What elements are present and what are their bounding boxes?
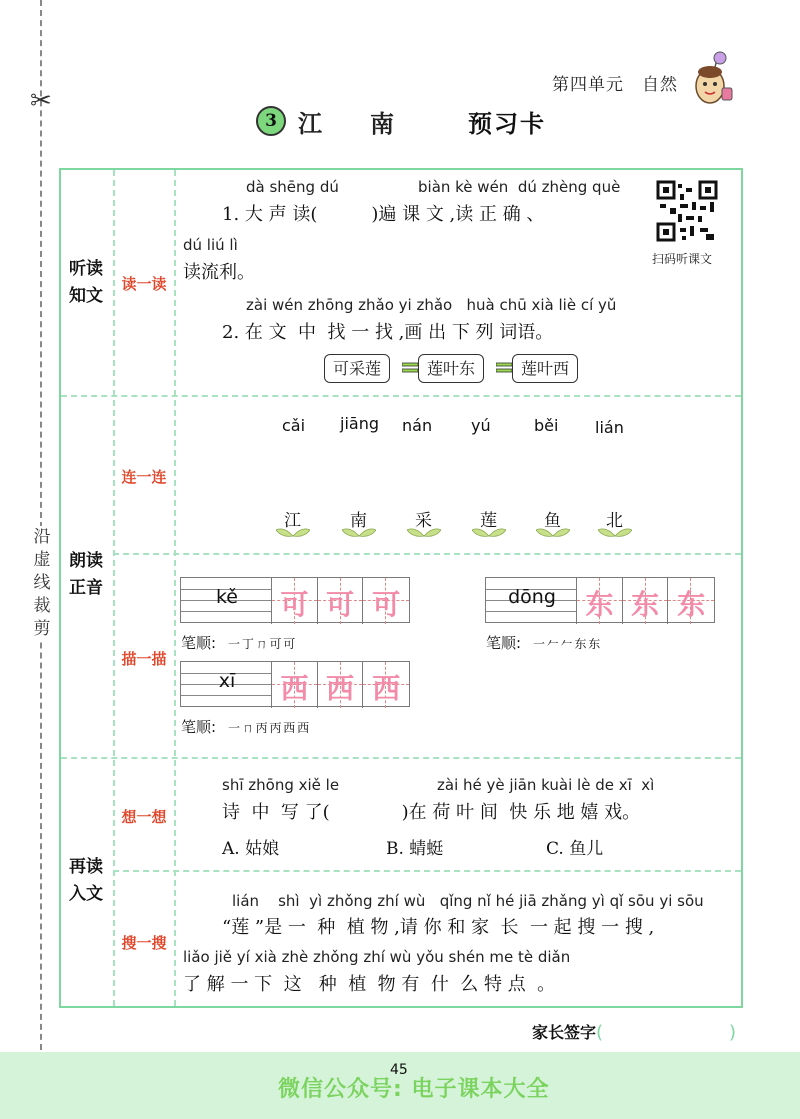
pinyin-line: zài hé yè jiān kuài lè de xī xì <box>437 776 655 794</box>
writing-grid <box>180 661 410 707</box>
match-pinyin[interactable]: nán <box>402 416 433 435</box>
trace-char: 可 <box>280 588 309 621</box>
column-divider <box>174 170 176 1006</box>
activity-label: 描一描 <box>121 650 167 668</box>
section-label: 听读 知文 <box>69 259 103 306</box>
link-icon <box>496 361 512 375</box>
pinyin-line: dà shēng dú <box>246 178 339 196</box>
trace-char: 东 <box>677 588 706 621</box>
activity-label: 读一读 <box>121 275 167 293</box>
pinyin-line: liǎo jiě yí xià zhè zhǒng zhí wù yǒu shén me tè diǎn <box>183 948 571 966</box>
parent-signature[interactable]: 家长签字( ) <box>532 1022 737 1043</box>
qr-code-icon <box>656 180 718 242</box>
trace-pinyin: kě <box>215 586 238 608</box>
pinyin-box <box>181 662 272 708</box>
trace-cell[interactable] <box>577 578 623 624</box>
leaf-icon <box>472 526 506 538</box>
pinyin-line: shī zhōng xiě le <box>222 776 340 794</box>
card-label: 预习卡 <box>468 110 546 138</box>
trace-char: 可 <box>372 588 401 621</box>
column-divider <box>113 170 115 1006</box>
pinyin-line: biàn kè wén dú zhèng què <box>418 178 621 196</box>
row-divider <box>61 757 741 759</box>
qr-label: 扫码听课文 <box>652 252 713 266</box>
section-label: 朗读 正音 <box>69 551 103 598</box>
leaf-icon <box>342 526 376 538</box>
stroke-order: 一 丁 ㄇ 可 可 <box>228 637 295 651</box>
activity-label: 想一想 <box>121 808 167 826</box>
text-line: 了 解 一 下 这 种 植 物 有 什 么 特 点 。 <box>183 974 556 995</box>
cut-instruction: 沿虚线裁剪 <box>30 526 54 641</box>
trace-char: 西 <box>372 672 401 705</box>
text-line: 2. 在 文 中 找 一 找 ,画 出 下 列 词语。 <box>222 322 554 343</box>
match-char[interactable]: 北 <box>606 511 623 531</box>
match-char[interactable]: 采 <box>415 511 432 531</box>
trace-cell[interactable] <box>363 578 409 624</box>
trace-pinyin: dōng <box>508 586 556 608</box>
stroke-label: 笔顺: <box>181 718 217 736</box>
trace-cell[interactable] <box>272 662 318 708</box>
trace-cell[interactable] <box>318 662 364 708</box>
match-pinyin[interactable]: cǎi <box>282 416 306 435</box>
match-char[interactable]: 鱼 <box>544 511 561 531</box>
match-char[interactable]: 莲 <box>480 511 497 531</box>
trace-char: 西 <box>280 672 309 705</box>
link-icon <box>402 361 418 375</box>
text-line: “莲 ”是 一 种 植 物 ,请 你 和 家 长 一 起 搜 一 搜 , <box>222 917 655 938</box>
text-line: 读流利。 <box>183 262 255 283</box>
trace-char: 可 <box>326 588 355 621</box>
writing-grid <box>485 577 715 623</box>
leaf-icon <box>598 526 632 538</box>
mascot-icon <box>688 50 736 108</box>
row-divider <box>61 395 741 397</box>
leaf-icon <box>276 526 310 538</box>
trace-pinyin: xī <box>218 670 236 692</box>
stroke-order: 一 ㄇ 丙 丙 西 西 <box>228 721 309 735</box>
unit-title: 第四单元 自然 <box>552 75 678 95</box>
trace-cell[interactable] <box>272 578 318 624</box>
option-c[interactable]: C. 鱼儿 <box>546 839 604 859</box>
word-box: 莲叶东 <box>418 354 484 383</box>
lesson-number: 3 <box>256 106 286 136</box>
scissors-icon: ✂ <box>30 86 52 116</box>
trace-cell[interactable] <box>668 578 714 624</box>
pinyin-line: dú liú lì <box>183 236 238 254</box>
section-label: 再读 入文 <box>69 857 103 904</box>
pinyin-box <box>486 578 577 624</box>
leaf-icon <box>536 526 570 538</box>
trace-cell[interactable] <box>623 578 669 624</box>
page-number: 45 <box>390 1062 408 1078</box>
trace-cell[interactable] <box>318 578 364 624</box>
wechat-banner: 微信公众号: 电子课本大全 <box>278 1077 550 1102</box>
row-divider <box>113 553 741 555</box>
text-line: 诗 中 写 了( )在 荷 叶 间 快 乐 地 嬉 戏。 <box>222 802 641 823</box>
match-char[interactable]: 南 <box>350 511 367 531</box>
activity-label: 连一连 <box>121 468 167 486</box>
match-pinyin[interactable]: běi <box>534 416 559 435</box>
trace-char: 西 <box>326 672 355 705</box>
lesson-title: 江南 <box>298 109 442 138</box>
text-line: 1. 大 声 读( )遍 课 文 ,读 正 确 、 <box>222 204 545 225</box>
leaf-icon <box>407 526 441 538</box>
match-pinyin[interactable]: lián <box>595 418 624 437</box>
match-char[interactable]: 江 <box>284 511 301 531</box>
trace-cell[interactable] <box>363 662 409 708</box>
pinyin-line: zài wén zhōng zhǎo yi zhǎo huà chū xià liè cí yǔ <box>246 296 617 314</box>
stroke-label: 笔顺: <box>181 634 217 652</box>
match-pinyin[interactable]: yú <box>471 416 491 435</box>
writing-grid <box>180 577 410 623</box>
match-pinyin[interactable]: jiāng <box>340 414 379 433</box>
trace-char: 东 <box>585 588 614 621</box>
option-b[interactable]: B. 蜻蜓 <box>386 839 444 859</box>
stroke-label: 笔顺: <box>486 634 522 652</box>
word-box: 莲叶西 <box>512 354 578 383</box>
activity-label: 搜一搜 <box>121 934 167 952</box>
stroke-order: 一 𠂉 𠂉 东 东 <box>533 637 600 651</box>
word-box: 可采莲 <box>324 354 390 383</box>
option-a[interactable]: A. 姑娘 <box>222 839 280 859</box>
row-divider <box>113 870 741 872</box>
pinyin-line: lián shì yì zhǒng zhí wù qǐng nǐ hé jiā zhǎng yì qǐ sōu yi sōu <box>232 892 704 910</box>
trace-char: 东 <box>631 588 660 621</box>
pinyin-box <box>181 578 272 624</box>
